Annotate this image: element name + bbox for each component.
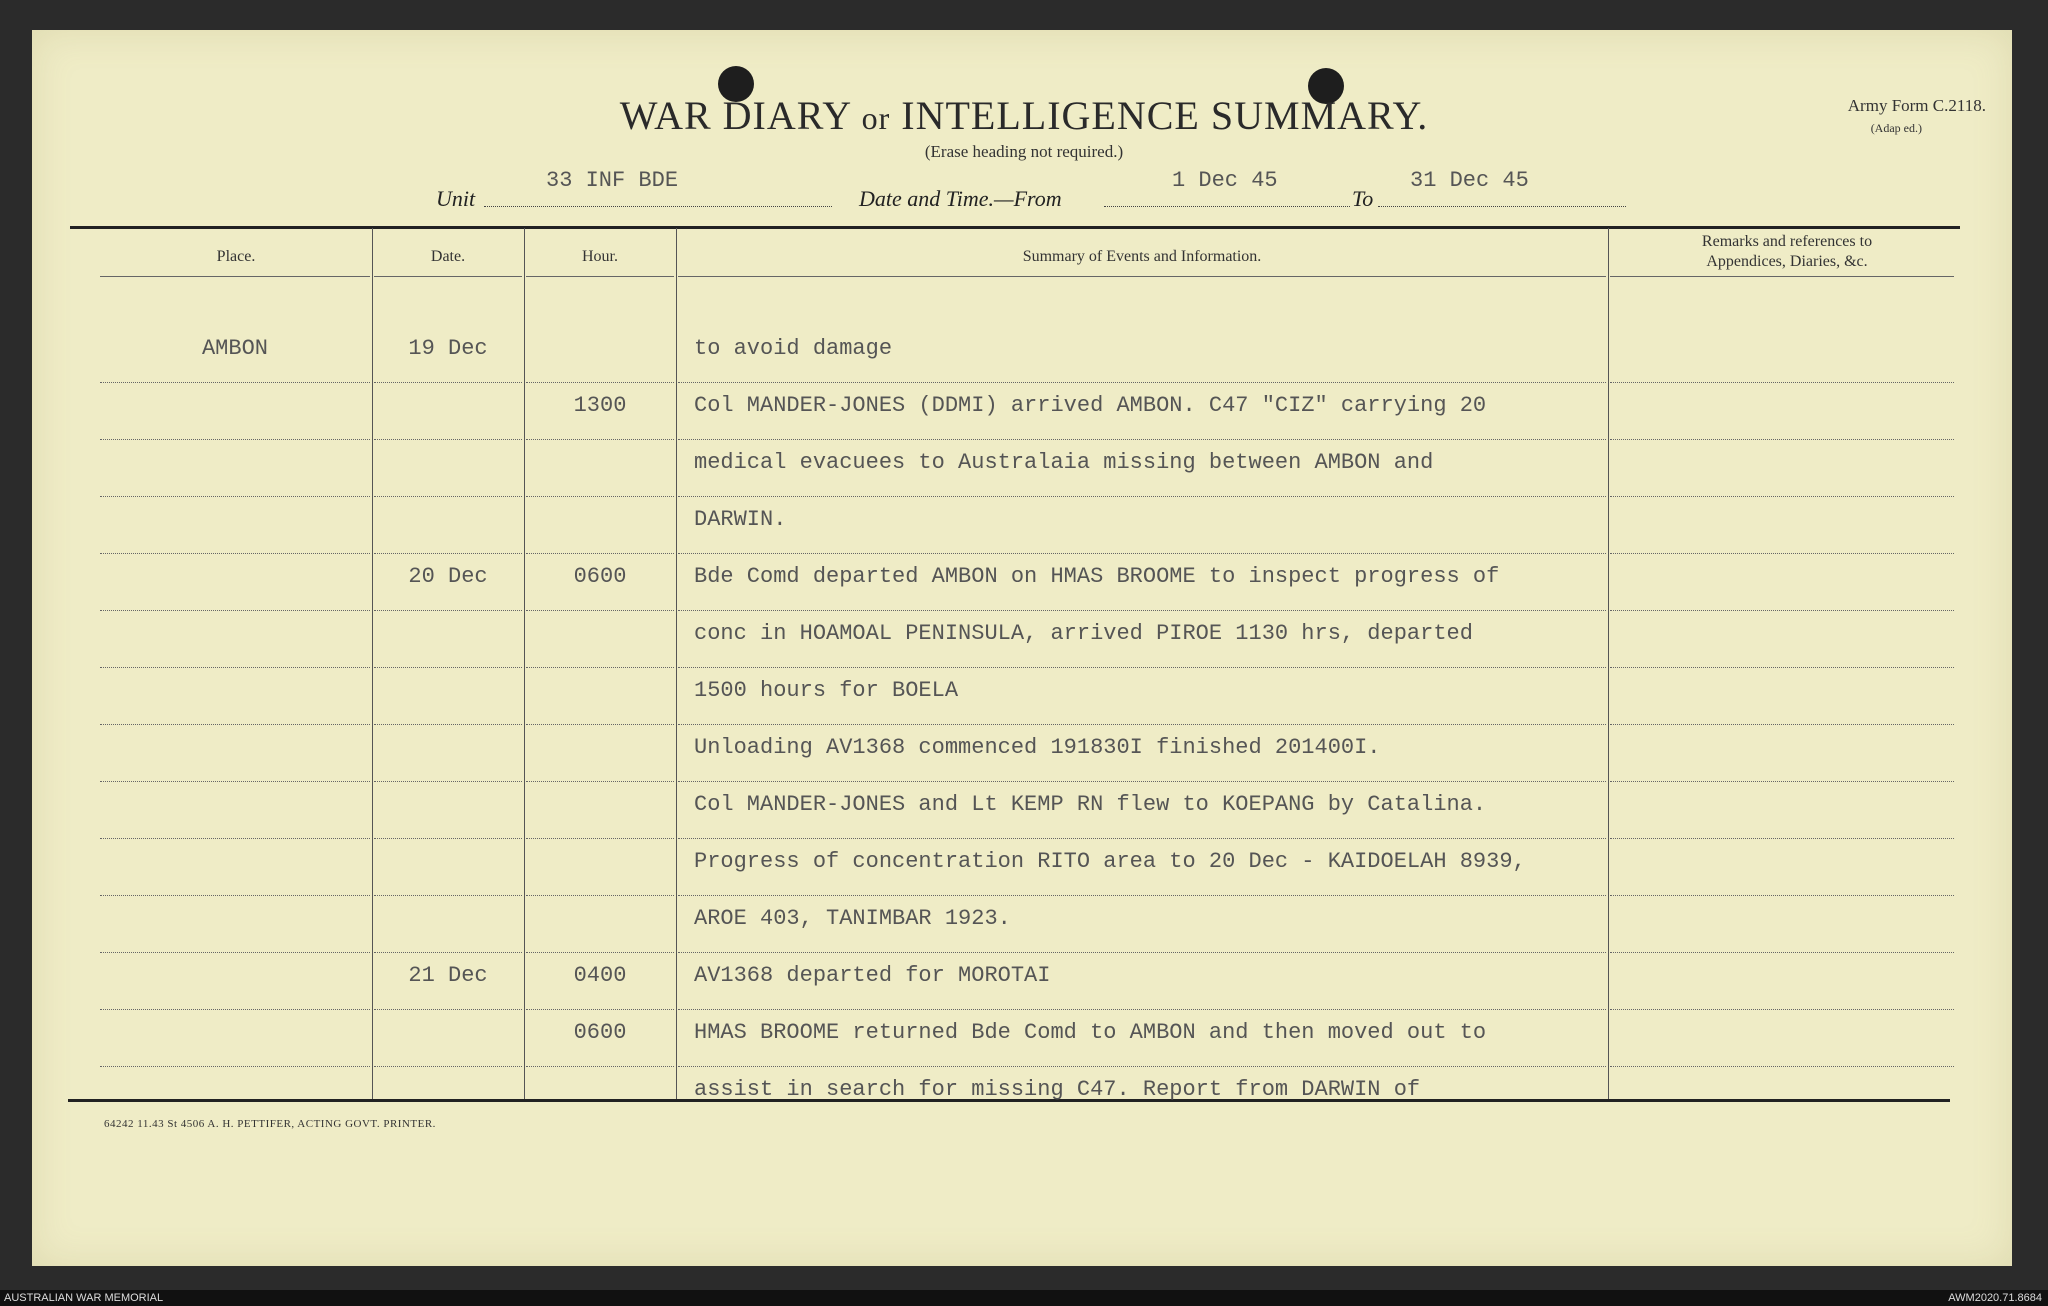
column-divider: [524, 228, 525, 1099]
entry-place: AMBON: [201, 336, 268, 361]
row-rule: [678, 895, 1606, 896]
entry-text: Col MANDER-JONES and Lt KEMP RN flew to KOEPANG by Catalina.: [694, 792, 1487, 817]
entry-text: conc in HOAMOAL PENINSULA, arrived PIROE 1130 hrs, departed: [694, 621, 1473, 646]
entry-text: Bde Comd departed AMBON on HMAS BROOME to inspect progress of: [694, 564, 1500, 589]
entry-text: HMAS BROOME returned Bde Comd to AMBON and then moved out to: [694, 1020, 1487, 1045]
title-or: or: [861, 100, 891, 136]
header-rule: [100, 276, 370, 277]
row-rule: [526, 1009, 674, 1010]
printer-note: 64242 11.43 St 4506 A. H. PETTIFER, ACTING GOVT. PRINTER.: [104, 1118, 436, 1130]
row-rule: [678, 382, 1606, 383]
row-rule: [1610, 1066, 1954, 1067]
unit-underline: [484, 206, 832, 207]
row-rule: [678, 439, 1606, 440]
row-rule: [678, 838, 1606, 839]
entry-hour: 0600: [573, 1020, 627, 1045]
row-rule: [100, 952, 370, 953]
row-rule: [526, 667, 674, 668]
archive-reference: AWM2020.71.8684: [1948, 1292, 2042, 1304]
column-header-place: Place.: [216, 248, 256, 265]
row-rule: [100, 496, 370, 497]
entry-date: 20 Dec: [408, 564, 488, 589]
row-rule: [678, 1066, 1606, 1067]
unit-label: Unit: [436, 186, 476, 211]
row-rule: [526, 1066, 674, 1067]
row-rule: [374, 952, 522, 953]
header-rule: [678, 276, 1606, 277]
entry-date: 19 Dec: [408, 336, 488, 361]
column-header-summary: Summary of Events and Information.: [1022, 248, 1262, 265]
remarks-header-line-1: Remarks and references to: [1701, 233, 1873, 250]
form-note: (Adap ed.): [1870, 121, 1922, 135]
date-to-underline: [1378, 206, 1626, 207]
column-header-hour: Hour.: [582, 248, 618, 265]
row-rule: [526, 895, 674, 896]
row-rule: [526, 724, 674, 725]
row-rule: [100, 1066, 370, 1067]
row-rule: [100, 895, 370, 896]
entry-text: medical evacuees to Australaia missing between AMBON and: [694, 450, 1434, 475]
row-rule: [374, 1009, 522, 1010]
form-subtitle: (Erase heading not required.): [924, 142, 1124, 161]
row-rule: [374, 382, 522, 383]
row-rule: [100, 382, 370, 383]
column-header-remarks: [1610, 232, 1964, 272]
form-title: [0, 92, 2048, 139]
row-rule: [374, 553, 522, 554]
row-rule: [1610, 838, 1954, 839]
entry-text: AV1368 departed for MOROTAI: [694, 963, 1051, 988]
row-rule: [678, 610, 1606, 611]
row-rule: [678, 952, 1606, 953]
row-rule: [374, 1066, 522, 1067]
remarks-header-line-2: Appendices, Diaries, &c.: [1706, 253, 1868, 270]
row-rule: [526, 496, 674, 497]
row-rule: [1610, 781, 1954, 782]
row-rule: [1610, 496, 1954, 497]
row-rule: [678, 781, 1606, 782]
row-rule: [526, 439, 674, 440]
unit-value: 33 INF BDE: [546, 168, 679, 193]
table-top-border: [70, 226, 1960, 229]
row-rule: [100, 553, 370, 554]
column-divider: [676, 228, 677, 1099]
row-rule: [1610, 724, 1954, 725]
row-rule: [678, 1009, 1606, 1010]
row-rule: [374, 667, 522, 668]
row-rule: [526, 838, 674, 839]
entry-text: DARWIN.: [694, 507, 787, 532]
archive-footer: [0, 1290, 2048, 1306]
header-rule: [526, 276, 674, 277]
row-rule: [678, 724, 1606, 725]
date-to-value: 31 Dec 45: [1410, 168, 1529, 193]
entry-text: Unloading AV1368 commenced 191830I finished 201400I.: [694, 735, 1381, 760]
entry-text: assist in search for missing C47. Report from DARWIN of: [694, 1077, 1421, 1102]
entry-date: 21 Dec: [408, 963, 488, 988]
row-rule: [374, 895, 522, 896]
row-rule: [374, 781, 522, 782]
row-rule: [1610, 439, 1954, 440]
row-rule: [1610, 895, 1954, 896]
entry-text: 1500 hours for BOELA: [694, 678, 959, 703]
row-rule: [374, 610, 522, 611]
title-part-2: INTELLIGENCE SUMMARY.: [901, 93, 1429, 138]
row-rule: [1610, 952, 1954, 953]
row-rule: [1610, 610, 1954, 611]
row-rule: [1610, 1009, 1954, 1010]
row-rule: [100, 610, 370, 611]
row-rule: [526, 382, 674, 383]
row-rule: [374, 496, 522, 497]
entry-text: to avoid damage: [694, 336, 893, 361]
column-header-date: Date.: [430, 248, 466, 265]
row-rule: [526, 610, 674, 611]
header-rule: [374, 276, 522, 277]
archive-name: AUSTRALIAN WAR MEMORIAL: [4, 1292, 164, 1304]
column-divider: [372, 228, 373, 1099]
row-rule: [1610, 553, 1954, 554]
row-rule: [100, 667, 370, 668]
row-rule: [374, 724, 522, 725]
row-rule: [100, 439, 370, 440]
row-rule: [678, 667, 1606, 668]
row-rule: [374, 838, 522, 839]
row-rule: [100, 724, 370, 725]
form-number: Army Form C.2118.: [1847, 96, 1986, 115]
row-rule: [374, 439, 522, 440]
title-part-1: WAR DIARY: [619, 93, 851, 138]
row-rule: [100, 838, 370, 839]
row-rule: [1610, 667, 1954, 668]
row-rule: [100, 781, 370, 782]
entry-text: AROE 403, TANIMBAR 1923.: [694, 906, 1011, 931]
date-from-underline: [1104, 206, 1350, 207]
row-rule: [526, 952, 674, 953]
entry-hour: 0600: [573, 564, 627, 589]
row-rule: [678, 496, 1606, 497]
header-rule: [1610, 276, 1954, 277]
row-rule: [678, 553, 1606, 554]
to-label: To: [1352, 186, 1374, 211]
entry-text: Progress of concentration RITO area to 20 Dec - KAIDOELAH 8939,: [694, 849, 1526, 874]
entry-hour: 1300: [573, 393, 627, 418]
row-rule: [526, 553, 674, 554]
entry-text: Col MANDER-JONES (DDMI) arrived AMBON. C47 "CIZ" carrying 20: [694, 393, 1487, 418]
date-from-value: 1 Dec 45: [1172, 168, 1278, 193]
row-rule: [526, 781, 674, 782]
row-rule: [1610, 382, 1954, 383]
row-rule: [100, 1009, 370, 1010]
date-label: Date and Time.—From: [859, 186, 1062, 211]
entry-hour: 0400: [573, 963, 627, 988]
